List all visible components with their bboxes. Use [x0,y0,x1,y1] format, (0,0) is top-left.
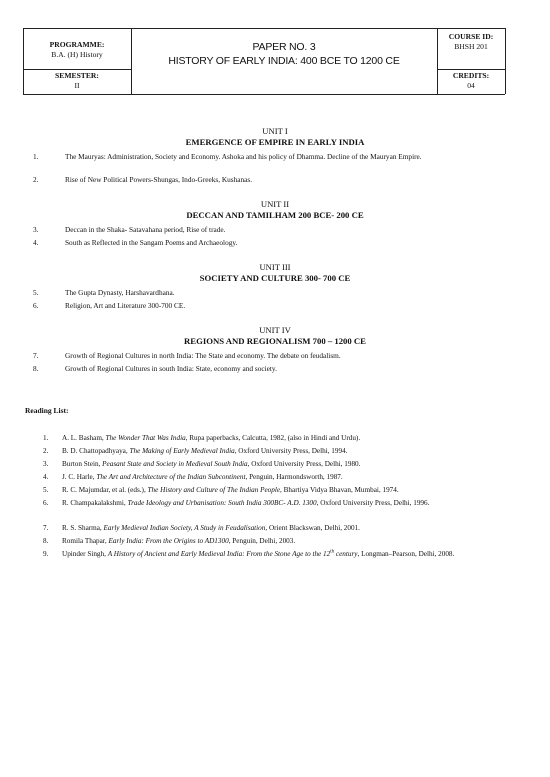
unit-4-heading [0,325,550,347]
reading-list-heading: Reading List: [25,406,69,415]
unit-4-number: UNIT IV [259,325,291,335]
unit-2-number: UNIT II [260,199,290,209]
paper-title-cell [131,40,437,68]
paper-number: PAPER NO. 3 [252,41,316,53]
semester-value: II [74,81,80,90]
unit-3-number: UNIT III [259,262,291,272]
credits-value: 04 [467,81,475,90]
course-id-value: BHSH 201 [454,42,488,51]
semester-cell [23,71,131,91]
programme-cell [23,40,131,60]
programme-value: B.A. (H) History [51,50,103,59]
programme-label: PROGRAMME: [49,40,105,49]
paper-title: HISTORY OF EARLY INDIA: 400 BCE TO 1200 CE [168,55,400,67]
syllabus-page: PROGRAMME: B.A. (H) History SEMESTER: II PAPER NO. 3 HISTORY OF EARLY INDIA: 400 BCE TO 1200 CE COURSE ID: BHSH 201 CREDITS: 04 UNIT I EMERGENCE OF EMPIRE IN EARLY INDIA 1. The Mauryas: Administration, Society and Economy. Ashoka and his policy of Dhamma. Decline of the Mauryan Empire. 2. Rise of New Political Powers-Shungas, Indo-Greeks, Kushanas. UNIT II DECCAN AND TAMILHAM 200 BCE- 200 CE 3. Deccan in the Shaka- Satavahana period, Rise of trade. 4. South as Reflected in the Sangam Poems and Archaeology. UNIT III SOCIETY AND CULTURE 300- 700 CE 5. The Gupta Dynasty, Harshavardhana. 6. Religion, Art and Literature 300-700 CE. UNIT IV REGIONS AND REGIONALISM 700 – 1200 CE 7. Growth of Regional Cultures in north India: The State and economy. The debate on feudalism. 8. Growth of Regional Cultures in south India: State, economy and society. Reading List: 1. A. L. Basham, The Wonder That Was India, Rupa paperbacks, Calcutta, 1982, (also in Hindi and Urdu). 2. B. D. Chattopadhyaya, The Making of Early Medieval India, Oxford University Press, Delhi, 1994. 3. Burton Stein, Peasant State and Society in Medieval South India, Oxford University Press, Delhi, 1980. 4. J. C. Harle, The Art and Architecture of the Indian Subcontinent, Penguin, Harmondsworth, 1987. 5. R. C. Majumdar, et al. (eds.), The History and Culture of The Indian People, Bhartiya Vidya Bhavan, Mumbai, 1974. 6. R. Champakalakshmi, Trade Ideology and Urbanisation: South India 300BC- A.D. 1300, Oxford University Press, Delhi, 1996. 7. R. S. Sharma, Early Medieval Indian Society, A Study in Feudalisation, Orient Blackswan, Delhi, 2001. 8. Romila Thapar, Early India: From the Origins to AD1300, Penguin, Delhi, 2003. 9. Upinder Singh, A History of Ancient and Early Medieval India: From the Stone Age to the 12th century, Longman–Pearson, Delhi, 2008. [0,0,550,777]
credits-cell [437,71,505,91]
unit-1-number: UNIT I [262,126,288,136]
course-id-label: COURSE ID: [448,32,494,41]
credits-label: CREDITS: [452,71,490,80]
unit-4-title: REGIONS AND REGIONALISM 700 – 1200 CE [184,336,366,346]
semester-label: SEMESTER: [55,71,99,80]
course-id-cell [437,32,505,52]
course-header-table [23,28,505,94]
unit-1-heading [0,126,550,148]
unit-1-title: EMERGENCE OF EMPIRE IN EARLY INDIA [185,137,365,147]
unit-2-heading [0,199,550,221]
unit-3-title: SOCIETY AND CULTURE 300- 700 CE [199,273,351,283]
unit-2-title: DECCAN AND TAMILHAM 200 BCE- 200 CE [186,210,364,220]
unit-3-heading [0,262,550,284]
